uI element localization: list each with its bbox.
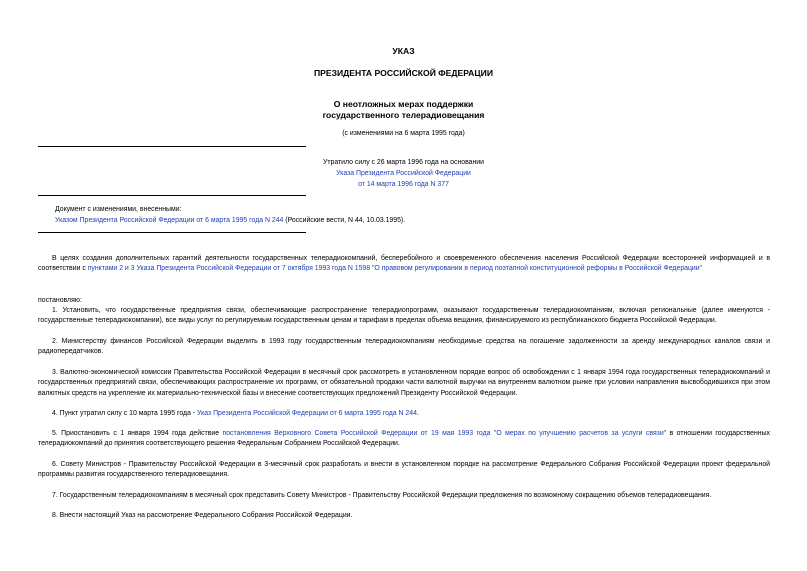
subject-title-line-1: О неотложных мерах поддержки [333, 99, 474, 109]
expiry-decree-link[interactable]: Указа Президента Российской Федерации [336, 170, 471, 177]
item-4 [38, 409, 770, 419]
amending-decree-link[interactable]: Указом Президента Российской Федерации от 6 марта 1995 года N 244 [55, 217, 284, 224]
item-1 [38, 306, 770, 327]
repealing-decree-link[interactable]: Указ Президента Российской Федерации от 6 марта 1995 года N 244 [197, 410, 417, 417]
divider-line [38, 146, 306, 147]
communication-payments-link[interactable]: "О мерах по улучшению расчетов за услуги связи" [493, 430, 667, 437]
item-6 [38, 460, 770, 481]
preamble-text: В целях создания дополнительных гарантий деятельности государственных телерадиокомпаний, бесперебойного и своевременного обеспечения населения Российской Федерации всесторонней информацией и в соответствии с [38, 255, 770, 273]
subject-title-line-2: государственного телерадиовещания [322, 110, 485, 120]
item-5 [38, 429, 770, 450]
expiry-decree-date-link[interactable]: от 14 марта 1996 года N 377 [358, 181, 449, 188]
item-5-text-end: в отношении государственных телерадиокомпаний до принятия соответствующего решения Федеральным Собранием Российской Федерации. [38, 430, 770, 448]
item-7-text: 7. Государственным телерадиокомпаниям в месячный срок представить Совету Министров - Правительству Российской Федерации предложения по возможному сокращению объемов телерадиовещания. [52, 492, 712, 499]
document-type-title: УКАЗ [392, 46, 415, 56]
item-6-text: 6. Совету Министров - Правительству Российской Федерации в 3-месячный срок разработать и внести в установленном порядке на рассмотрение Федерального Собрания Российской Федерации проект федеральной программы развития государственного телерадиовещания. [38, 461, 770, 479]
issuer-title: ПРЕЗИДЕНТА РОССИЙСКОЙ ФЕДЕРАЦИИ [313, 68, 494, 78]
supreme-council-resolution-link[interactable]: постановления Верховного Совета Российской Федерации от 19 мая 1993 года [222, 430, 491, 437]
item-4-end: . [416, 410, 419, 417]
item-1-text: 1. Установить, что государственные предприятия связи, обеспечивающие распространение телерадиопрограмм, оказывают государственным телерадиокомпаниям, включая региональные (далее именуются - государственные телерадиокомпании), все виды услуг по регулируемым государственным ценам и тарифам в пределах объема вещания, финансируемого из республиканского бюджета Российской Федерации. [38, 307, 770, 325]
divider-line [38, 232, 306, 233]
amendment-note: (с изменениями на 6 марта 1995 года) [342, 130, 465, 137]
item-8-text: 8. Внести настоящий Указ на рассмотрение Федерального Собрания Российской Федерации. [52, 512, 353, 519]
divider-line [38, 195, 306, 196]
item-2-text: 2. Министерству финансов Российской Федерации выделить в 1993 году государственным телерадиокомпаниям необходимые средства на погашение задолженности за аренду международных каналов связи и радиопередатчиков. [38, 338, 770, 356]
reform-decree-link[interactable]: пунктами 2 и 3 Указа Президента Российской Федерации от 7 октября 1993 года N 1598 "О правовом регулировании в период поэтапной конституционной реформы в Российской Федерации" [87, 265, 703, 273]
preamble-paragraph [38, 254, 770, 275]
changes-label: Документ с изменениями, внесенными: [55, 206, 182, 213]
item-3-text: 3. Валютно-экономической комиссии Правительства Российской Федерации в месячный срок рассмотреть в установленном порядке вопрос об освобождении с 1 января 1994 года государственных телерадиокомпаний и государственных предприятий связи, обеспечивающих распространение их программ, от обязательной продажи части валютной выручки на внутреннем валютном рынке при условии направления высвободившихся при этом валютных средств на укрепление их материально-технической базы и внесение соответствующих предложений Президенту Российской Федерации. [38, 369, 770, 397]
item-3 [38, 368, 770, 399]
item-5-text: 5. Приостановить с 1 января 1994 года действие [52, 430, 223, 437]
decree-word: постановляю: [38, 297, 82, 304]
item-2 [38, 337, 770, 358]
publication-source: (Российские вести, N 44, 10.03.1995). [283, 217, 406, 224]
expiry-note: Утратило силу с 26 марта 1996 года на основании [322, 159, 485, 166]
item-4-text: 4. Пункт утратил силу с 10 марта 1995 года - [52, 410, 198, 417]
item-8 [38, 511, 770, 521]
changes-line [55, 216, 405, 226]
item-7 [38, 491, 770, 501]
